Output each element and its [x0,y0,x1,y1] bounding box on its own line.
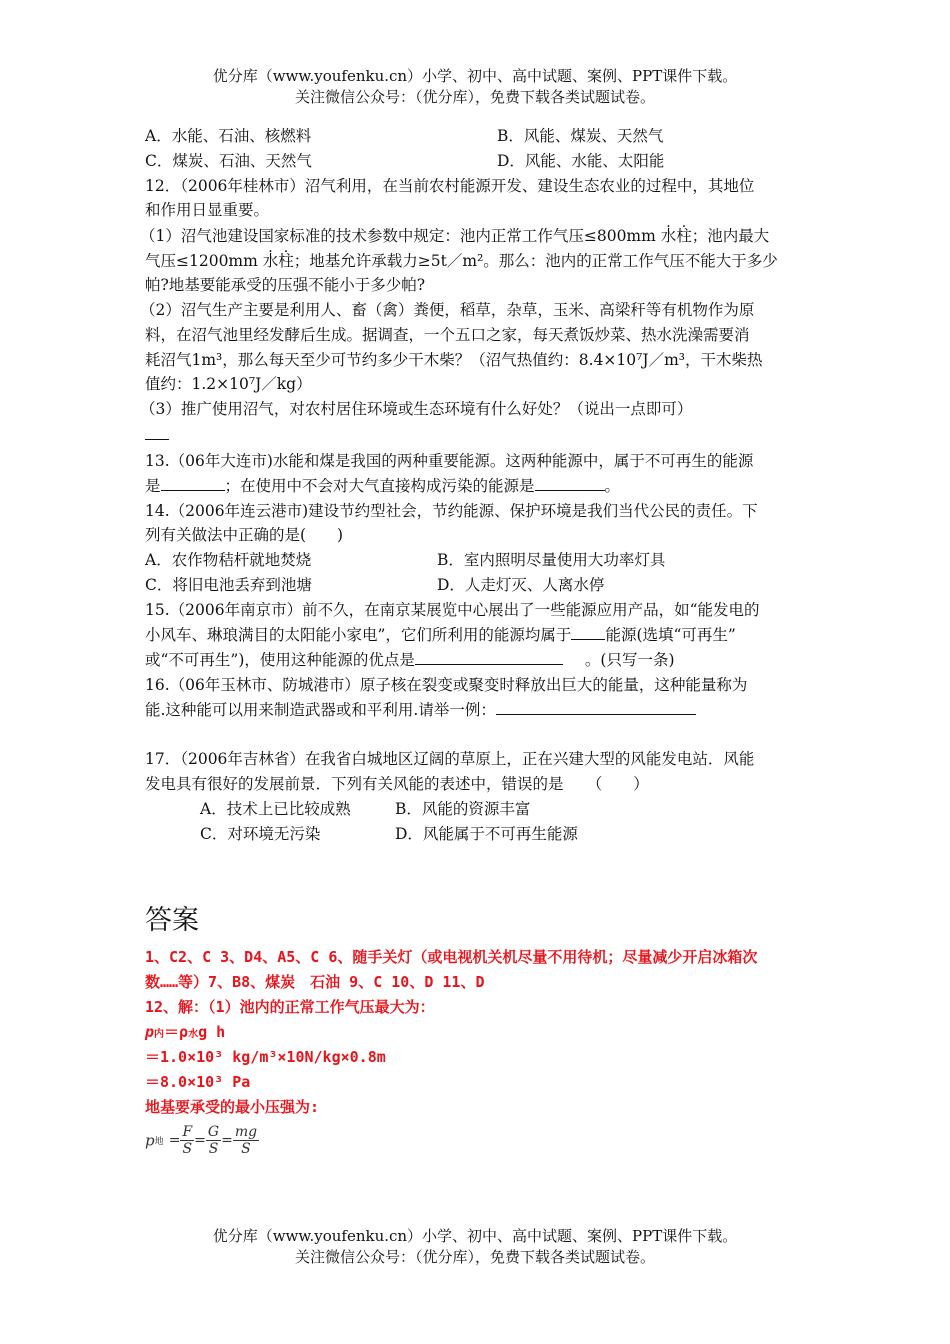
header-line-1: 优分库（www.youfenku.cn）小学、初中、高中试题、案例、PPT课件下载。 [212,67,738,85]
q11-option-a: A．水能、石油、核燃料 [145,127,312,145]
q11-option-c: C．煤炭、石油、天然气 [145,152,312,170]
q14-option-a: A．农作物秸杆就地焚烧 [145,551,312,569]
q16-line-1: 16.（06年玉林市、防城港市）原子核在裂变或聚变时释放出巨大的能量，这种能量称为 [145,676,748,694]
q12-part1-text: ；地基允许承载力≥5t／m²。那么：池内的正常工作气压不能大于多少 [293,252,778,270]
answer-blank [145,439,169,440]
q12-part1-line-3: 帕?地基要能承受的压强不能小于多少帕? [145,276,426,294]
q12-part3: （3）推广使用沼气，对农村居住环境或生态环境有什么好处？（说出一点即可） [140,400,693,418]
q17-option-c: C．对环境无污染 [200,825,321,843]
emphasis-char: 柱 [676,227,692,245]
answer-blank [161,474,225,491]
q11-option-d: D．风能、水能、太阳能 [497,152,665,170]
footer-line-1: 优分库（www.youfenku.cn）小学、初中、高中试题、案例、PPT课件下载。 [212,1227,738,1245]
denominator: S [241,1141,251,1157]
q12-line-1: 12．（2006年桂林市）沼气利用，在当前农村能源开发、建设生态农业的过程中，其地位 [145,177,755,195]
q13-text: 是 [145,477,161,495]
header-line-2: 关注微信公众号：（优分库），免费下载各类试题试卷。 [294,88,655,106]
q14-option-b: B．室内照明尽量使用大功率灯具 [437,551,666,569]
q14-line-1: 14.（2006年连云港市)建设节约型社会，节约能源、保护环境是我们当代公民的责任。下 [145,502,758,520]
emphasis-char: 水 [660,227,677,245]
subscript: 内 [154,1029,165,1040]
q17-option-b: B．风能的资源丰富 [395,800,531,818]
q12-line-2: 和作用日显重要。 [145,201,270,219]
q14-option-d: D．人走灯灭、人离水停 [437,576,605,594]
q17-line-1: 17．（2006年吉林省）在我省白城地区辽阔的草原上，正在兴建大型的风能发电站．风能 [145,750,755,768]
answers-line-4 [145,1020,225,1047]
q14-option-c: C．将旧电池丢弃到池塘 [145,576,312,594]
pressure-formula: p地 = $\frac{F}{S}$ = $\frac{G}{S}$ = $\frac{mg}{S}$ [145,1124,258,1157]
q15-line-2 [145,623,736,647]
q15-text: 或“不可再生”)，使用这种能源的优点是 [145,651,415,669]
numerator: G [207,1124,220,1140]
formula-text: g h [198,1023,226,1041]
answers-line-2: 数……等）7、B8、煤炭 石油 9、C 10、D 11、D [145,973,485,991]
q12-part2-line-3: 耗沼气1m³，那么每天至少可节约多少干木柴？（沼气热值约：8.4×10⁷J／m³，干木柴热 [145,351,763,369]
q14-line-2: 列有关做法中正确的是( ) [145,526,344,544]
emphasis-char: 水 [262,252,279,270]
fraction-mg-s [233,1124,259,1157]
pressure-symbol: p [145,1023,155,1041]
answer-blank [415,648,563,665]
answer-blank [496,698,696,715]
answers-line-5: ＝1.0×10³ kg/m³×10N/kg×0.8m [145,1048,386,1066]
q15-line-1: 15.（2006年南京市）前不久，在南京某展览中心展出了一些能源应用产品，如“能发电的 [145,601,760,619]
formula-text: ＝ρ [164,1023,189,1041]
denominator: S [182,1141,193,1157]
subscript: 水 [188,1029,199,1040]
q12-part2-line-4: 值约：1.2×10⁷J／kg） [145,375,312,393]
q15-line-3 [145,648,675,672]
q11-option-b: B．风能、煤炭、天然气 [497,127,664,145]
footer-line-2: 关注微信公众号：（优分库），免费下载各类试题试卷。 [294,1248,655,1266]
numerator: F [182,1124,193,1140]
answer-blank [535,474,605,491]
answer-blank [571,623,605,640]
answers-line-1: 1、C2、C 3、D4、A5、C 6、随手关灯（或电视机关机尽量不用待机；尽量减少开启冰箱次 [145,948,758,966]
q13-text: 。 [604,477,621,495]
answers-line-7: 地基要承受的最小压强为: [145,1098,320,1116]
q17-option-d: D．风能属于不可再生能源 [395,825,578,843]
q16-line-2 [145,698,696,722]
numerator: mg [234,1124,258,1140]
q12-part1-text: ；池内最大 [691,227,770,245]
q17-option-a: A．技术上已比较成熟 [200,800,351,818]
subscript: 地 [154,1137,164,1147]
q13-line-2 [145,474,620,498]
q15-text: 小风车、琳琅满目的太阳能小家电”，它们所利用的能源均属于 [145,626,572,644]
q13-line-1: 13.（06年大连市)水能和煤是我国的两种重要能源。这两种能源中，属于不可再生的能源 [145,452,754,470]
q12-part1-text: 气压≤1200mm [145,252,263,270]
emphasis-char: 柱 [278,252,294,270]
q12-part1-line-1 [140,224,769,248]
pressure-symbol: p [145,1131,155,1150]
answers-title: 答案 [145,905,199,936]
answers-line-6: ＝8.0×10³ Pa [145,1073,251,1091]
q12-part1-line-2 [145,249,778,273]
denominator: S [208,1141,219,1157]
q12-part1-text: （1）沼气池建设国家标准的技术参数中规定：池内正常工作气压≤800mm [140,227,661,245]
q13-text: ；在使用中不会对大气直接构成污染的能源是 [224,477,535,495]
fraction-f-s [180,1124,194,1157]
q12-part2-line-1: （2）沼气生产主要是利用人、畜（禽）粪便，稻草，杂草，玉米、高梁秆等有机物作为原 [140,301,755,319]
q17-line-2: 发电具有很好的发展前景．下列有关风能的表述中，错误的是 （ ） [145,775,649,793]
q15-text: 。(只写一条) [584,651,675,669]
q16-text: 能.这种能可以用来制造武器或和平利用.请举一例： [145,701,496,719]
q12-part2-line-2: 料，在沼气池里经发酵后生成。据调查，一个五口之家，每天煮饭炒菜、热水洗澡需要消 [145,326,750,344]
fraction-g-s [206,1124,221,1157]
q15-text: 能源(选填“可再生” [605,626,736,644]
answers-line-3: 12、解：（1）池内的正常工作气压最大为： [145,998,435,1016]
